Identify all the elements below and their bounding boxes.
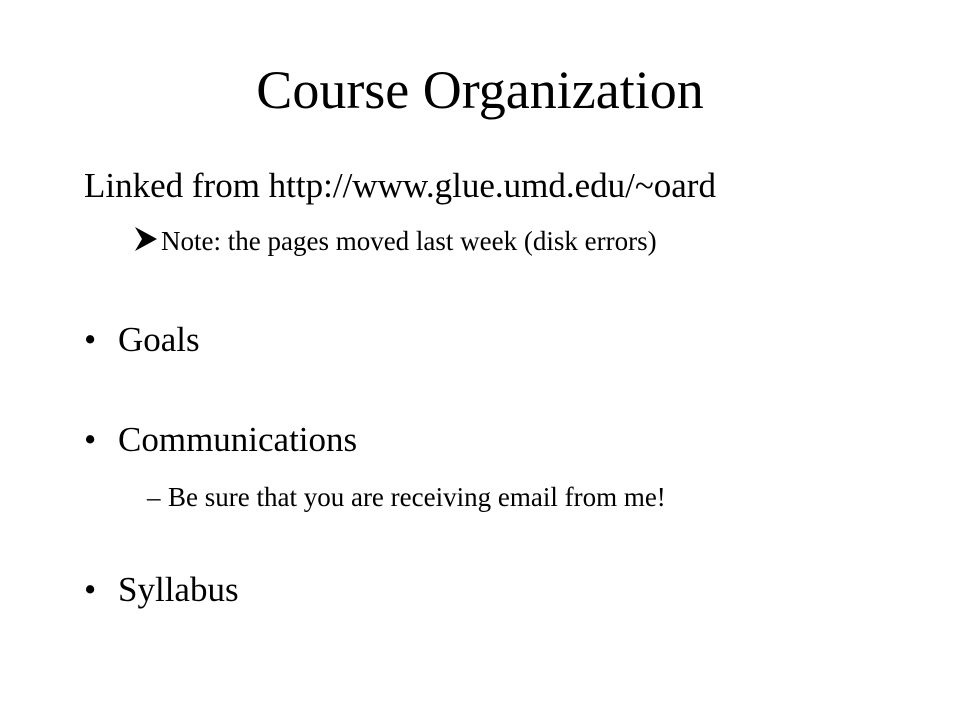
bullet-item-goals <box>84 316 200 364</box>
sub-bullet-text: Be sure that you are receiving email from me! <box>168 482 666 512</box>
bullet-item-communications <box>84 416 357 464</box>
note-item <box>133 222 657 260</box>
bullet-marker: • <box>84 420 97 459</box>
lead-text: Linked from http://www.glue.umd.edu/~oard <box>84 166 716 205</box>
bullet-item-syllabus <box>84 566 239 614</box>
dash-marker: – <box>147 482 161 512</box>
bullet-text-goals: Goals <box>118 320 200 359</box>
note-text: Note: the pages moved last week (disk errors) <box>161 226 657 256</box>
bullet-marker: • <box>84 570 97 609</box>
bullet-marker: • <box>84 320 97 359</box>
arrowhead-bullet-icon <box>133 224 159 254</box>
bullet-text-communications: Communications <box>118 420 358 459</box>
slide-title: Course Organization <box>256 60 704 120</box>
sub-bullet-email <box>147 478 666 516</box>
bullet-text-syllabus: Syllabus <box>118 570 239 609</box>
